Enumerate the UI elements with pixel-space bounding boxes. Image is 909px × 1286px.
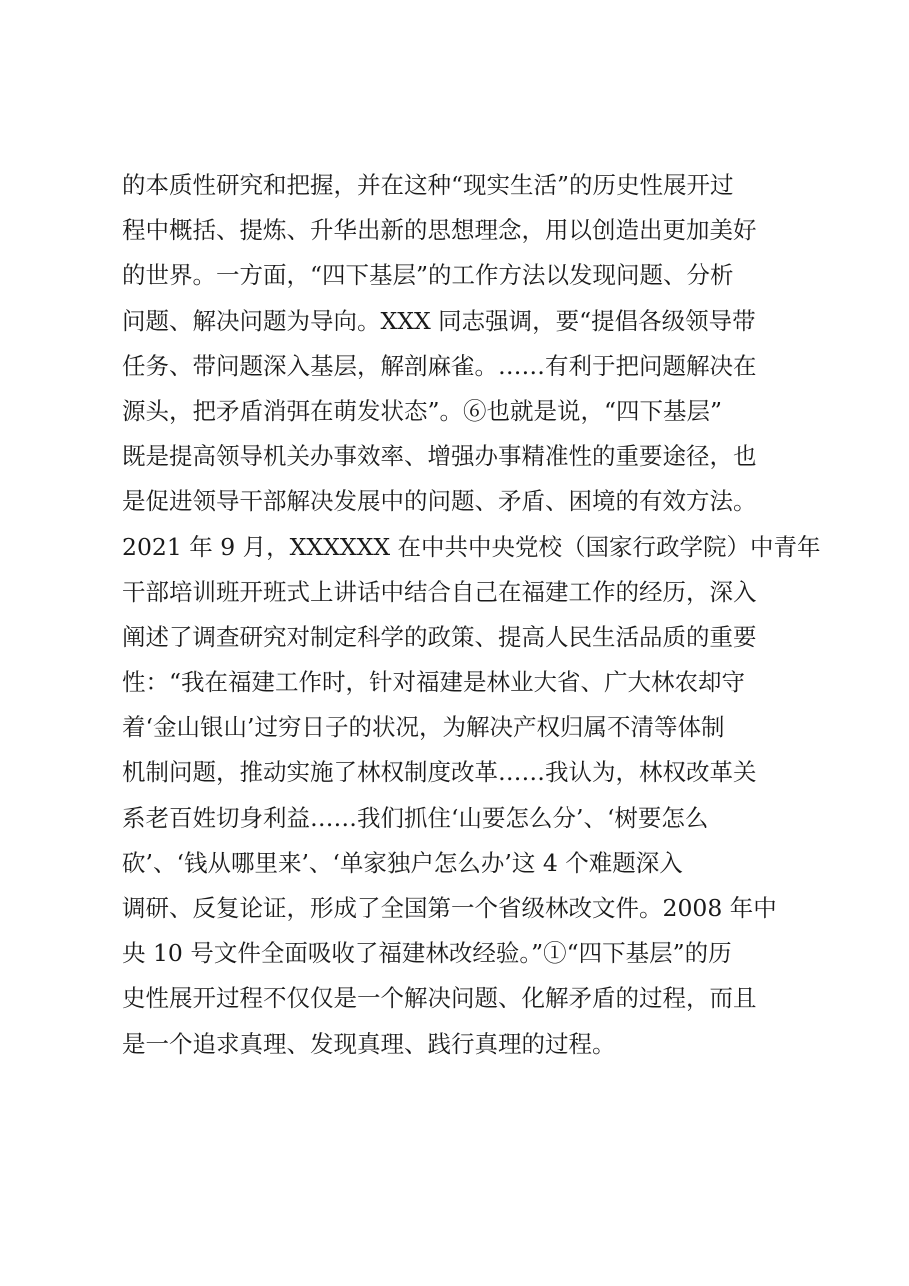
text-line: 调研、反复论证，形成了全国第一个省级林改文件。2008 年中 <box>122 894 777 922</box>
text-line: 源头，把矛盾消弭在萌发状态”。⑥也就是说，“四下基层” <box>122 396 723 425</box>
text-line: 阐述了调查研究对制定科学的政策、提高人民生活品质的重要 <box>122 622 757 651</box>
text-line: 着‘金山银山’过穷日子的状况，为解决产权归属不清等体制 <box>122 713 725 742</box>
text-line: 问题、解决问题为导向。XXX 同志强调，要“提倡各级领导带 <box>122 306 756 335</box>
text-line: 砍’、‘钱从哪里来’、‘单家独户怎么办’这 4 个难题深入 <box>122 848 683 877</box>
text-line: 机制问题，推动实施了林权制度改革……我认为，林权改革关 <box>122 758 757 787</box>
text-line: 性：“我在福建工作时，针对福建是林业大省、广大林农却守 <box>122 668 746 697</box>
text-line: 系老百姓切身利益……我们抓住‘山要怎么分’、‘树要怎么 <box>122 803 709 832</box>
body-paragraph <box>122 163 821 1067</box>
text-line: 2021 年 9 月，XXXXXX 在中共中央党校（国家行政学院）中青年 <box>122 532 821 561</box>
text-line: 是一个追求真理、发现真理、践行真理的过程。 <box>122 1029 616 1058</box>
text-line: 央 10 号文件全面吸收了福建林改经验。”①“四下基层”的历 <box>122 939 732 968</box>
text-line: 程中概括、提炼、升华出新的思想理念，用以创造出更加美好 <box>122 216 757 245</box>
text-line: 的世界。一方面，“四下基层”的工作方法以发现问题、分析 <box>122 261 734 290</box>
text-line: 任务、带问题深入基层，解剖麻雀。……有利于把问题解决在 <box>122 351 757 380</box>
text-line: 是促进领导干部解决发展中的问题、矛盾、困境的有效方法。 <box>122 487 757 516</box>
text-line: 既是提高领导机关办事效率、增强办事精准性的重要途径，也 <box>122 442 757 471</box>
text-line: 史性展开过程不仅仅是一个解决问题、化解矛盾的过程，而且 <box>122 984 757 1013</box>
text-line: 的本质性研究和把握，并在这种“现实生活”的历史性展开过 <box>122 171 734 199</box>
text-line: 干部培训班开班式上讲话中结合自己在福建工作的经历，深入 <box>122 577 757 606</box>
